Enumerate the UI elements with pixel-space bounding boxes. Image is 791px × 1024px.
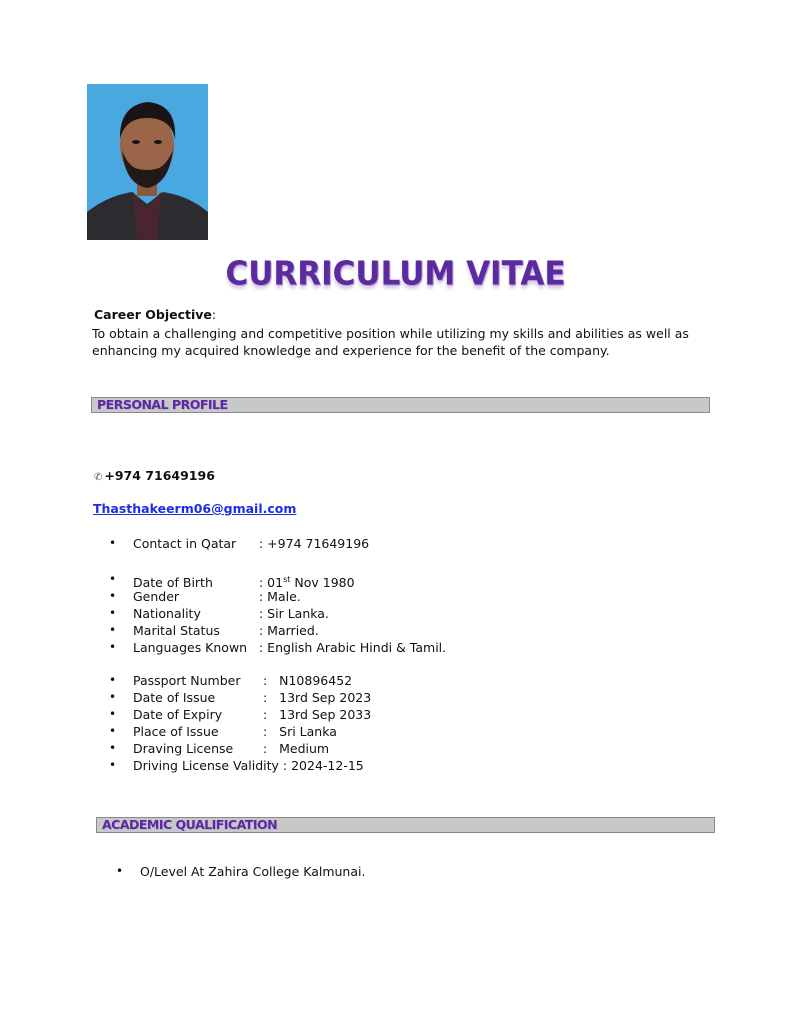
bullet-icon: • <box>109 606 117 620</box>
career-objective-text: To obtain a challenging and competitive position while utilizing my skills and abilities as well as enhancing my acquired knowledge and experience for the benefit of the company. <box>92 326 689 358</box>
list-item <box>109 571 446 591</box>
detail-value: : Sri Lanka <box>263 724 337 739</box>
dob-prefix: : 01 <box>259 575 284 591</box>
career-objective-label-text: Career Objective <box>94 307 212 322</box>
detail-value: : 2024-12-15 <box>282 758 364 773</box>
document-details-list <box>109 672 372 774</box>
detail-label: Date of Birth <box>133 575 213 591</box>
detail-label: Date of Issue <box>133 690 216 705</box>
email-link[interactable]: Thasthakeerm06@gmail.com <box>93 501 297 516</box>
personal-profile-title: PERSONAL PROFILE <box>97 397 228 412</box>
detail-value: : +974 71649196 <box>259 536 370 551</box>
detail-value: : English Arabic Hindi & Tamil. <box>259 640 447 655</box>
list-item <box>109 588 446 605</box>
detail-value: : 13rd Sep 2033 <box>263 707 372 722</box>
detail-value: : Sir Lanka. <box>259 606 329 621</box>
contact-list <box>109 535 370 552</box>
bullet-icon: • <box>109 673 117 687</box>
list-item <box>109 605 446 622</box>
bullet-icon: • <box>109 724 117 738</box>
career-objective-label <box>94 307 216 322</box>
profile-photo <box>87 84 208 240</box>
detail-label: Driving License Validity <box>133 758 279 773</box>
list-item <box>109 706 372 723</box>
dob-suffix-sup: st <box>283 575 291 584</box>
list-item <box>109 672 371 689</box>
academic-qualification-header <box>96 817 715 833</box>
detail-value: : Medium <box>263 741 330 756</box>
bullet-icon: • <box>109 707 117 721</box>
detail-label: Date of Expiry <box>133 707 223 722</box>
bullet-icon: • <box>109 572 117 586</box>
dob-rest: Nov 1980 <box>290 575 355 591</box>
detail-value: : 13rd Sep 2023 <box>263 690 372 705</box>
detail-label: Contact in Qatar <box>133 536 237 551</box>
detail-label: Marital Status <box>133 623 220 638</box>
academic-qualification-title: ACADEMIC QUALIFICATION <box>102 817 278 832</box>
detail-label: Place of Issue <box>133 724 219 739</box>
bullet-icon: • <box>109 741 117 755</box>
list-item <box>109 639 447 656</box>
detail-label: Gender <box>133 589 180 604</box>
detail-value: : Male. <box>259 589 301 604</box>
person-silhouette-icon <box>87 84 208 240</box>
list-item <box>109 723 371 740</box>
phone-line <box>94 468 215 483</box>
bullet-icon: • <box>109 536 117 550</box>
list-item <box>109 622 446 639</box>
list-item <box>116 863 366 880</box>
detail-label: Passport Number <box>133 673 241 688</box>
personal-profile-header <box>91 397 710 413</box>
bullet-icon: • <box>109 690 117 704</box>
detail-value: : Married. <box>259 623 319 638</box>
document-title: CURRICULUM VITAE <box>225 255 566 293</box>
list-item <box>109 535 370 552</box>
list-item <box>109 689 372 706</box>
detail-label: Nationality <box>133 606 201 621</box>
career-objective-colon: : <box>211 307 217 322</box>
detail-label: Draving License <box>133 741 234 756</box>
bullet-icon: • <box>116 864 124 878</box>
phone-number: +974 71649196 <box>104 468 215 483</box>
detail-label: Languages Known <box>133 640 248 655</box>
personal-details-list <box>109 571 447 656</box>
academic-item: O/Level At Zahira College Kalmunai. <box>140 864 366 879</box>
list-item <box>109 757 371 774</box>
phone-icon: ✆ <box>94 472 103 483</box>
bullet-icon: • <box>109 640 117 654</box>
bullet-icon: • <box>109 623 117 637</box>
detail-value: : N10896452 <box>263 673 353 688</box>
academic-list <box>116 863 366 880</box>
bullet-icon: • <box>109 589 117 603</box>
list-item <box>109 740 371 757</box>
bullet-icon: • <box>109 758 117 772</box>
